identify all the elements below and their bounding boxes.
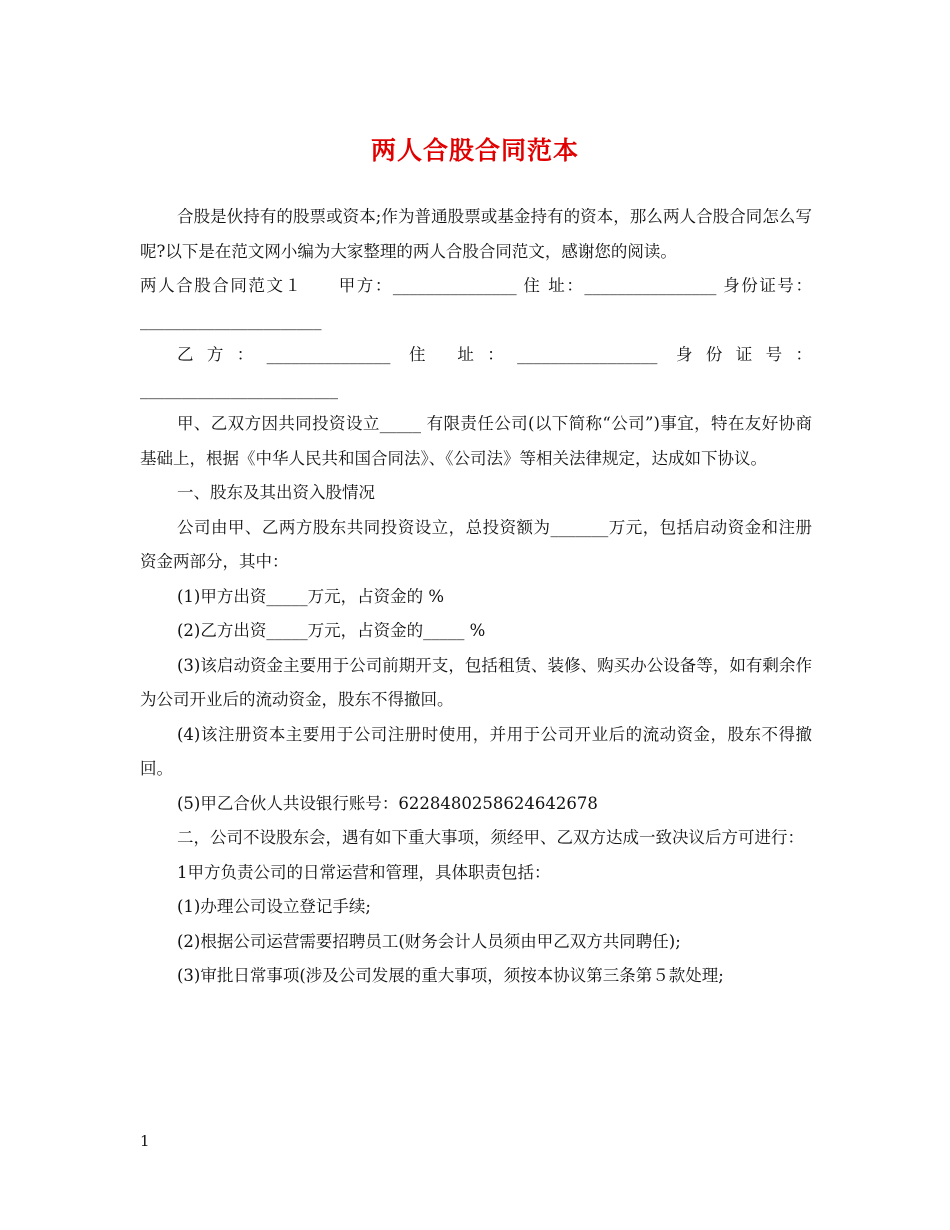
clause-item: (2)根据公司运营需要招聘员工(财务会计人员须由甲乙双方共同聘任); — [177, 931, 681, 951]
document-body — [140, 200, 812, 994]
party-a-line: 两人合股合同范文１ 甲方：_______________ 住 址：________________ 身份证号：______________________ — [140, 276, 812, 330]
purpose-paragraph: 甲、乙双方因共同投资设立_____ 有限责任公司(以下简称“公司”)事宜，特在友好协商基础上，根据《中华人民共和国合同法》、《公司法》等相关法律规定，达成如下协议。 — [140, 414, 812, 468]
page-number: 1 — [140, 1132, 150, 1150]
clause-item: (3)审批日常事项(涉及公司发展的重大事项，须按本协议第三条第５款处理; — [177, 966, 724, 985]
clause-item: (4)该注册资本主要用于公司注册时使用，并用于公司开业后的流动资金，股东不得撤回。 — [140, 724, 812, 778]
clause-item: (1)办理公司设立登记手续; — [177, 897, 371, 916]
investment-paragraph: 公司由甲、乙两方股东共同投资设立，总投资额为_______万元，包括启动资金和注册资金两部分，其中： — [140, 517, 812, 571]
clause-item: 1甲方负责公司的日常运营和管理，具体职责包括： — [177, 862, 551, 882]
clause-item: (1)甲方出资_____万元，占资金的 % — [177, 586, 445, 606]
section-heading-2: 二，公司不设股东会，遇有如下重大事项，须经甲、乙双方达成一致决议后方可进行： — [177, 828, 804, 847]
clause-item: (5)甲乙合伙人共设银行账号：6228480258624642678 — [177, 793, 598, 813]
party-b-line: 乙方：_______________ 住 址：_________________ 身份证号：________________________ — [140, 345, 812, 399]
intro-paragraph: 合股是伙持有的股票或资本;作为普通股票或基金持有的资本，那么两人合股合同怎么写呢?以下是在范文网小编为大家整理的两人合股合同范文，感谢您的阅读。 — [140, 207, 812, 261]
clause-item: (2)乙方出资_____万元，占资金的_____ % — [177, 621, 486, 640]
document-title: 两人合股合同范本 — [370, 136, 579, 165]
section-heading-1: 一、股东及其出资入股情况 — [177, 483, 375, 502]
clause-item: (3)该启动资金主要用于公司前期开支，包括租赁、装修、购买办公设备等，如有剩余作为公司开业后的流动资金，股东不得撤回。 — [140, 655, 812, 709]
